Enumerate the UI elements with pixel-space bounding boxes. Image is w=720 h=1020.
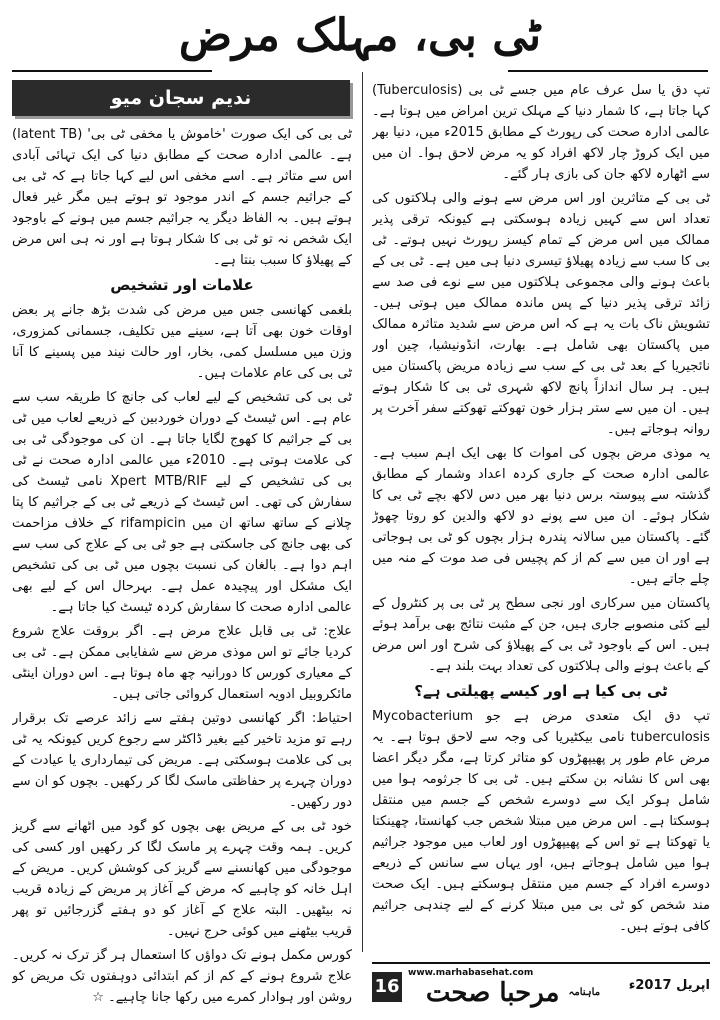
left-column — [12, 124, 352, 1004]
title-rule-right — [508, 70, 708, 72]
magazine-logo — [408, 978, 618, 1008]
left-paragraph-intro: ٹی بی کی ایک صورت 'خاموش یا مخفی ٹی بی' (latent TB) ہے۔ عالمی ادارہ صحت کے مطابق دنیا کی ایک تہائی آبادی اس سے متاثر ہے۔ اسے مخفی اس لیے کہا جاتا ہے کہ ٹی بی کے جراثیم جسم کے اندر موجود تو ہوتے ہیں مگر غیر فعال ہوتے ہیں۔ بہ الفاظ دیگر یہ جراثیم جسم میں ہونے کے باوجود ایک شخص نہ تو ٹی بی کا شکار ہوتا ہے اور نہ ہی اس مرض کے پھیلاؤ کا سبب بنتا ہے۔ — [12, 127, 352, 268]
right-section-heading: ٹی بی کیا ہے اور کیسے پھیلتی ہے؟ — [414, 682, 668, 700]
issue-date: اپریل 2017ء — [628, 978, 710, 993]
left-paragraph-precaution: احتیاط: اگر کھانسی دوتین ہفتے سے زائد عرصے تک برقرار رہے تو مزید تاخیر کیے بغیر ڈاکٹر سے رجوع کریں کیونکہ یہ ٹی بی کی علامت ہوسکتی ہے۔ مریض کی تیمارداری یا عیادت کے دوران چہرے پر حفاظتی ماسک لگا کر رکھیں۔ بچوں کو ان سے دور رکھیں۔ — [12, 711, 352, 810]
left-paragraph-patients: خود ٹی بی کے مریض بھی بچوں کو گود میں اٹھانے سے گریز کریں۔ ہمہ وقت چہرے پر ماسک لگا کر رکھیں اور کسی کی موجودگی میں کھانسنے سے گریز کی کوشش کریں۔ مریض کے اہل خانہ کو چاہیے کہ مرض کے آغاز پر مریض کے زیادہ قریب نہ بیٹھیں۔ البتہ علاج کے آغاز کو دو ہفتے گزرجائیں تو پھر قریب بیٹھنے میں کوئی حرج نہیں۔ — [12, 819, 352, 939]
left-paragraph-course: کورس مکمل ہونے تک دواؤں کا استعمال ہر گز ترک نہ کریں۔ علاج شروع ہونے کے کم از کم ابتدائی دوہفتوں تک مریض کو روشن اور ہوادار کمرے میں رکھا جانا چاہیے۔ ☆ — [12, 948, 352, 1004]
right-paragraph-2: ٹی بی کے متاثرین اور اس مرض سے ہونے والی ہلاکتوں کی تعداد اس سے کہیں زیادہ ہوسکتی ہے کیونکہ ترقی پذیر ممالک میں اس مرض کے تمام کیسز رپورٹ نہیں ہوتے۔ ٹی بی کا سب سے زیادہ پھیلاؤ تیسری دنیا ہی میں ہے۔ ٹی بی کے باعث ہونے والی مجموعی ہلاکتوں میں سے نوے فی صد سے زائد ترقی پذیر دنیا کے پس ماندہ ممالک میں ہوتی ہیں۔ تشویش ناک بات یہ ہے کہ اس مرض سے شدید متاثرہ ممالک میں پاکستان بھی شامل ہے۔ بھارت، انڈونیشیا، چین اور نائجیریا کے بعد ٹی بی کے سب سے زیادہ مریض پاکستان میں ہیں۔ ہر سال اندازاً پانچ لاکھ شہری ٹی بی کا شکار ہوتے ہیں۔ ان میں سے ستر ہزار خون تھوکتے تھوکتے سفر آخرت پر روانہ ہوجاتے ہیں۔ — [372, 191, 710, 437]
magazine-label: ماہنامہ — [568, 987, 601, 998]
right-paragraph-1: تپ دق یا سل عرف عام میں جسے ٹی بی (Tuberculosis) کہا جاتا ہے، کا شمار دنیا کے مہلک ترین امراض میں ہوتا ہے۔ عالمی ادارہ صحت کی رپورٹ کے مطابق 2015ء میں، دنیا بھر میں ایک کروڑ چار لاکھ افراد کو یہ مرض لاحق ہوا۔ ان میں سے اٹھارہ لاکھ جان کی بازی ہار گئے۔ — [372, 83, 710, 182]
page-title: ٹی بی، مہلک مرض — [178, 10, 542, 61]
left-section-heading: علامات اور تشخیص — [110, 276, 254, 294]
right-paragraph-3: یہ موذی مرض بچوں کی اموات کا بھی ایک اہم سبب ہے۔ عالمی ادارہ صحت کے جاری کردہ اعداد وشمار کے مطابق گذشتہ سے پیوستہ برس دنیا بھر میں دس لاکھ بچے ٹی بی کا شکار ہوئے۔ ان میں سے پونے دو لاکھ والدین کو روتا چھوڑ گئے۔ پاکستان میں سالانہ پندرہ ہزار بچوں کو ٹی بی ہوجاتی ہے اور ان میں سے کم از کم پچیس فی صد موت کے منہ میں چلے جاتے ہیں۔ — [372, 446, 710, 587]
column-divider — [362, 72, 363, 952]
author-name: ندیم سجان میو — [12, 80, 350, 116]
footer-rule — [372, 962, 710, 964]
website-url[interactable]: www.marhabasehat.com — [408, 968, 534, 978]
title-rule-left — [12, 70, 212, 72]
page-footer — [372, 962, 710, 1010]
right-paragraph-5: تپ دق ایک متعدی مرض ہے جو Mycobacterium tuberculosis نامی بیکٹیریا کی وجہ سے لاحق ہوتا ہے۔ یہ مرض عام طور پر پھیپھڑوں کو متاثر کرتا ہے، مگر دیگر اعضا بھی اس کا نشانہ بن سکتے ہیں۔ ٹی بی کا جرثومہ ہوا میں شامل ہوکر ایک سے دوسرے شخص کے جسم میں منتقل ہوسکتا ہے۔ اس مرض میں مبتلا شخص جب کھانستا، چھینکتا یا تھوکتا ہے تو اس کے پھیپھڑوں اور لعاب میں موجود جراثیم ہوا میں شامل ہوجاتے ہیں، اور یہاں سے سانس کے ذریعے دوسرے افراد کے جسم میں منتقل ہوسکتے ہیں۔ ایک صحت مند شخص کو ٹی بی میں مبتلا کرنے کے لیے چندہی جراثیم کافی ہوتے ہیں۔ — [372, 709, 710, 934]
right-column — [372, 80, 710, 950]
page-number: 16 — [372, 972, 402, 1002]
left-paragraph-symptoms: بلغمی کھانسی جس میں مرض کی شدت بڑھ جانے پر بعض اوقات خون بھی آتا ہے، سینے میں تکلیف، جسمانی کمزوری، وزن میں مسلسل کمی، بخار، اور حالت نیند میں پسینے کا آنا ٹی بی کی عام علامات ہیں۔ — [12, 303, 352, 381]
right-paragraph-4: پاکستان میں سرکاری اور نجی سطح پر ٹی بی پر کنٹرول کے لیے کئی منصوبے جاری ہیں، جن کے مثبت نتائج بھی برآمد ہوئے ہیں۔ اس کے باوجود ٹی بی کے پھیلاؤ کی شرح اور اس مرض کے باعث ہونے والی ہلاکتوں کی تعداد بہت بلند ہے۔ — [372, 596, 710, 674]
left-paragraph-diagnosis: ٹی بی کی تشخیص کے لیے لعاب کی جانچ کا طریقہ سب سے عام ہے۔ اس ٹیسٹ کے دوران خوردبین کے ذریعے لعاب میں ٹی بی کے جراثیم کا کھوج لگایا جاتا ہے۔ ان کی موجودگی ٹی بی کی علامت ہوتی ہے۔ 2010ء میں عالمی ادارہ صحت نے ٹی بی کی تشخیص کے لیے Xpert MTB/RIF نامی ٹیسٹ کی سفارش کی تھی۔ اس ٹیسٹ کے ذریعے ٹی بی کے جراثیم کا پتا چلانے کے ساتھ ساتھ ان میں rifampicin کے خلاف مزاحمت کی بھی جانچ کی جاسکتی ہے جو ٹی بی کے علاج کی سب سے اہم دوا ہے۔ بالغان کی نسبت بچوں میں ٹی بی کی تشخیص ایک مشکل اور پیچیدہ عمل ہے۔ بہرحال اس کے لیے بھی عالمی ادارہ صحت کا سفارش کردہ ٹیسٹ کیا جاتا ہے۔ — [12, 390, 352, 615]
left-paragraph-treatment: علاج: ٹی بی قابل علاج مرض ہے۔ اگر بروقت علاج شروع کردیا جائے تو اس موذی مرض سے شفایابی ممکن ہے۔ ٹی بی کے معیاری کورس کا دورانیہ چھ ماہ ہوتا ہے۔ اس دوران اینٹی مائکروبیل ادویہ استعمال کروائی جاتی ہیں۔ — [12, 624, 352, 702]
magazine-name: مرحبا صحت — [425, 978, 560, 1008]
